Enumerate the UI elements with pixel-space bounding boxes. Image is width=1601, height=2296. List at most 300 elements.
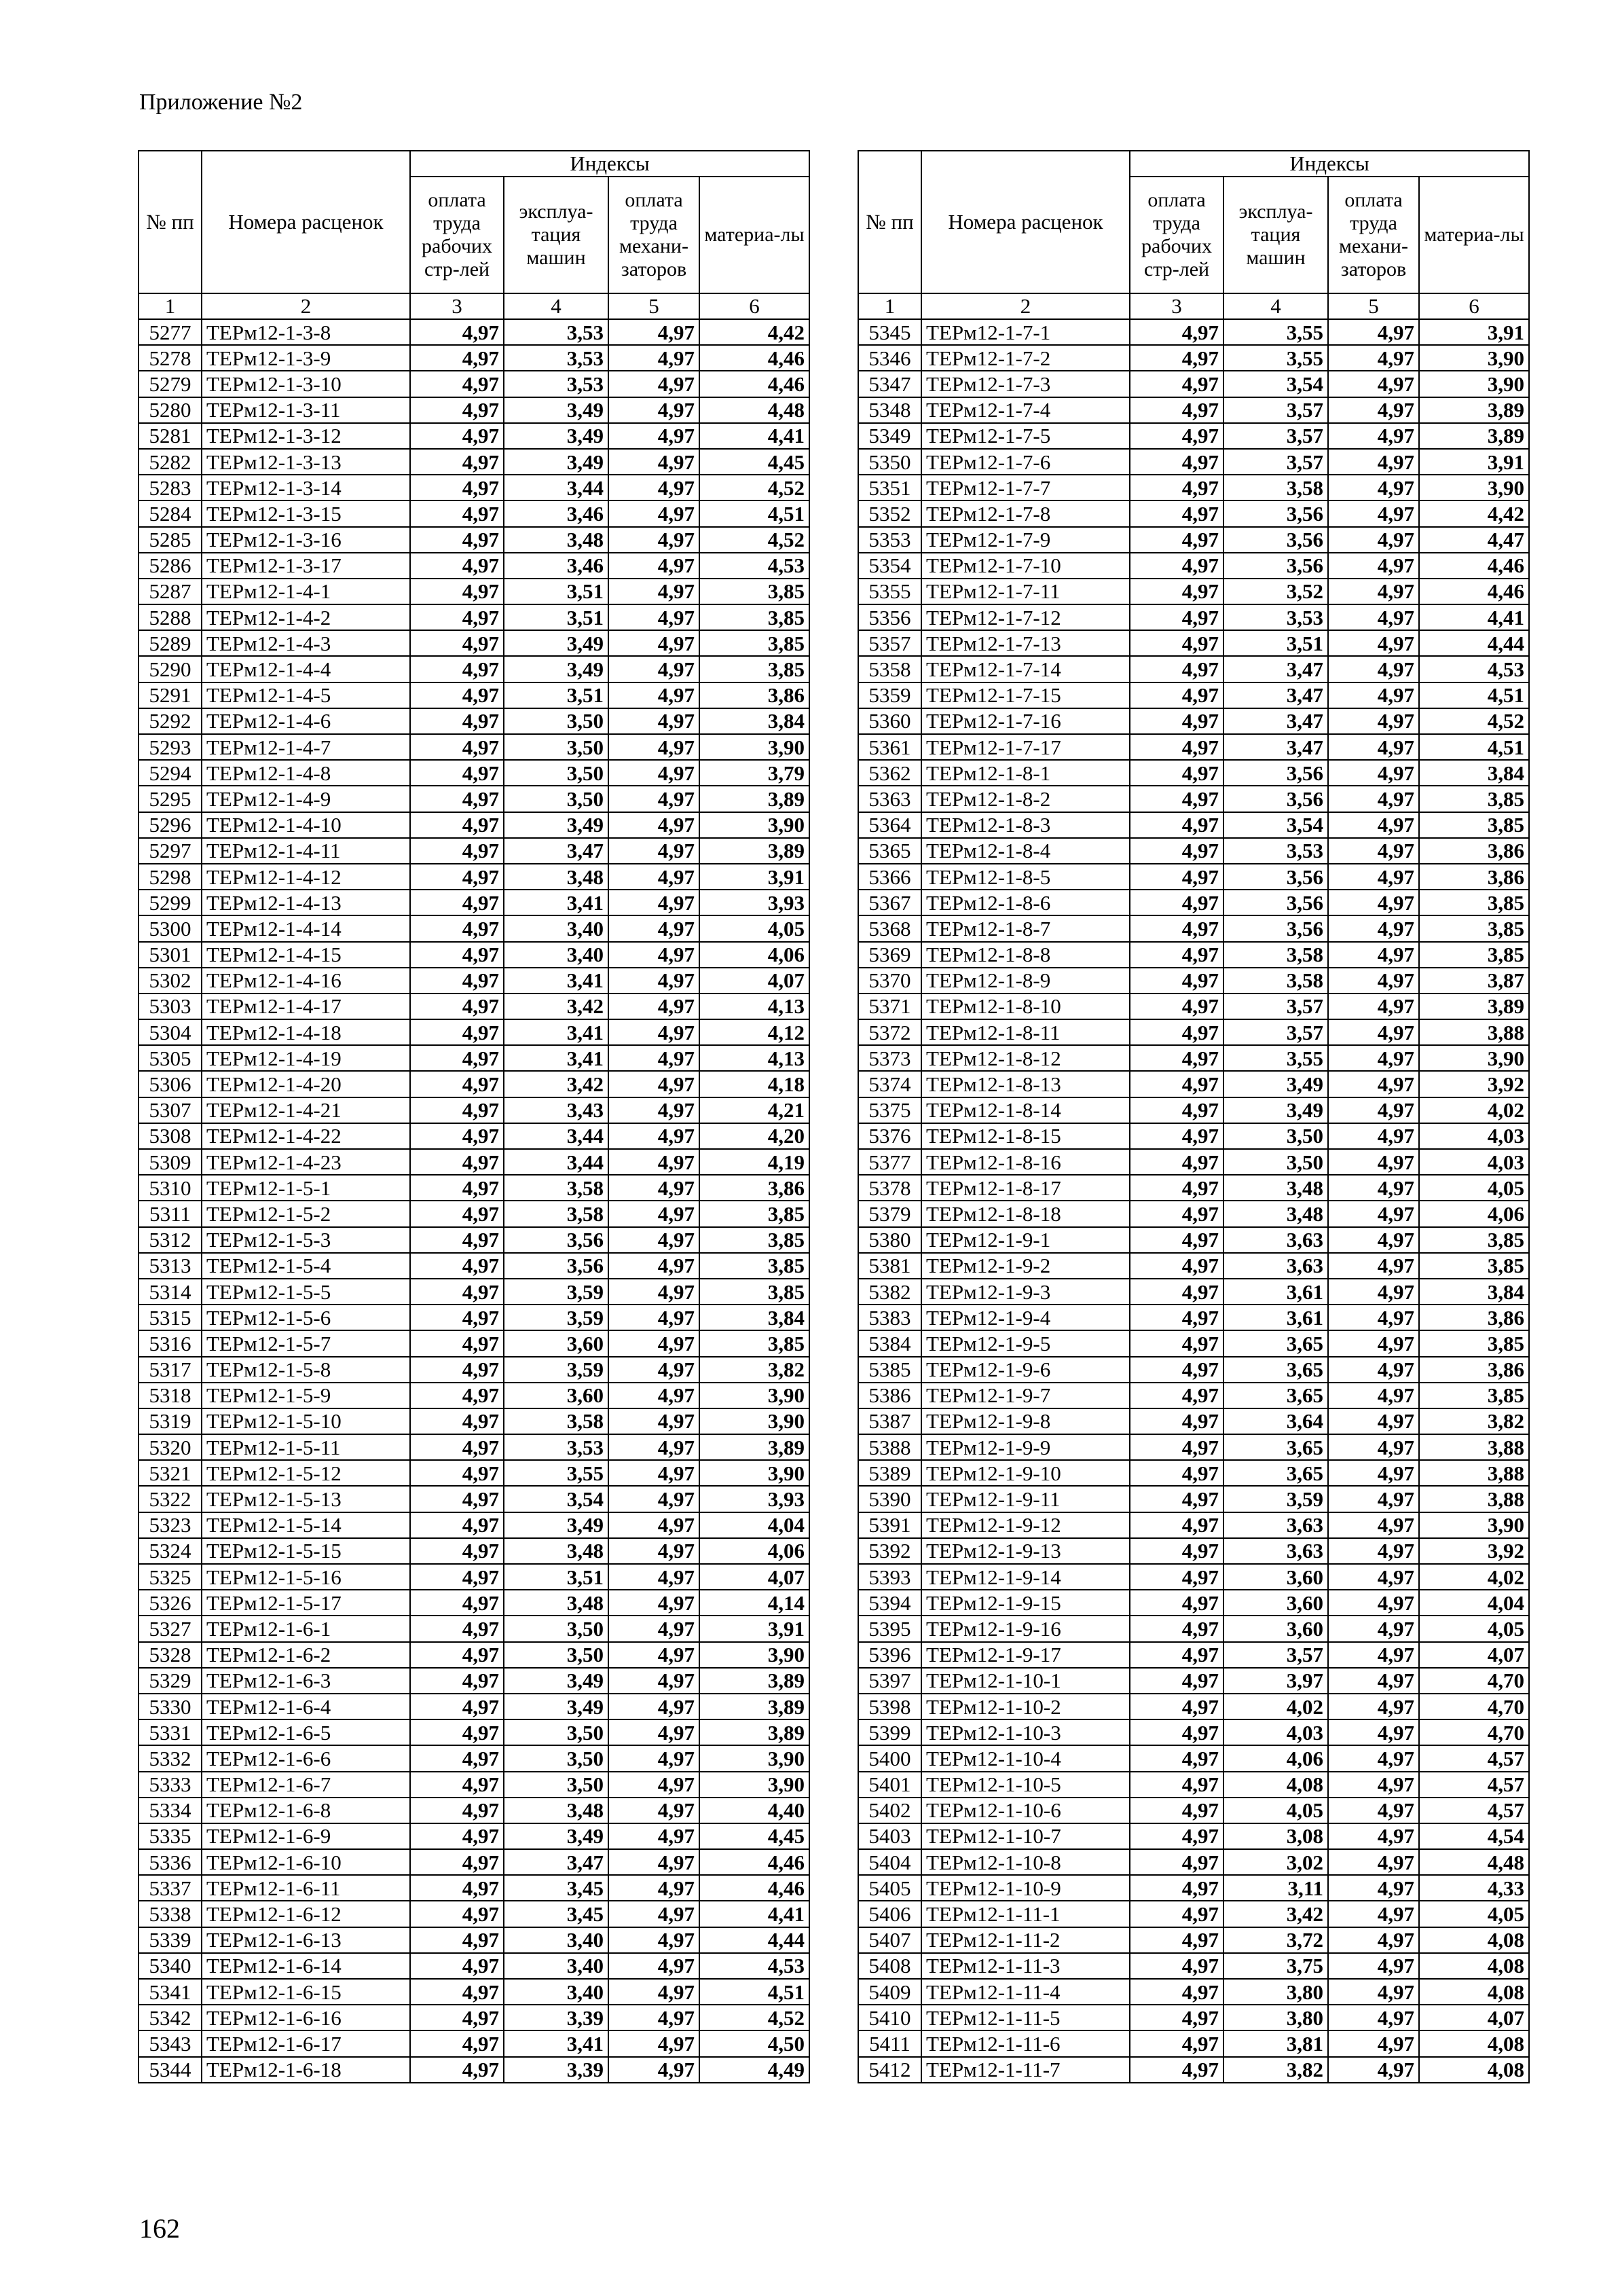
- row-number-cell: 5311: [139, 1201, 202, 1226]
- machine-index-cell: 3,60: [504, 1383, 608, 1408]
- labor-index-cell: 4,97: [410, 1123, 504, 1149]
- operator-index-cell: 4,97: [1328, 475, 1419, 500]
- rate-code-cell: ТЕРм12-1-7-3: [921, 371, 1130, 397]
- materials-index-cell: 3,88: [1419, 1486, 1529, 1512]
- rate-code-cell: ТЕРм12-1-5-15: [202, 1538, 410, 1564]
- rate-code-cell: ТЕРм12-1-4-5: [202, 682, 410, 708]
- machine-index-cell: 3,40: [504, 1953, 608, 1979]
- row-number-cell: 5357: [858, 630, 921, 656]
- rate-code-cell: ТЕРм12-1-7-16: [921, 708, 1130, 734]
- machine-index-cell: 3,63: [1223, 1538, 1328, 1564]
- operator-index-cell: 4,97: [608, 1305, 699, 1330]
- materials-index-cell: 4,52: [699, 527, 809, 553]
- rate-code-cell: ТЕРм12-1-11-7: [921, 2057, 1130, 2083]
- operator-index-cell: 4,97: [608, 1279, 699, 1305]
- labor-index-cell: 4,97: [410, 1953, 504, 1979]
- labor-index-cell: 4,97: [1130, 1071, 1223, 1097]
- operator-index-cell: 4,97: [1328, 553, 1419, 579]
- machine-index-cell: 3,50: [504, 760, 608, 786]
- materials-index-cell: 4,08: [1419, 2030, 1529, 2056]
- rate-code-cell: ТЕРм12-1-4-1: [202, 579, 410, 604]
- table-row: [858, 1201, 1529, 1226]
- row-number-cell: 5308: [139, 1123, 202, 1149]
- row-number-cell: 5286: [139, 553, 202, 579]
- machine-index-cell: 3,58: [504, 1201, 608, 1226]
- operator-index-cell: 4,97: [1328, 786, 1419, 812]
- row-number-cell: 5359: [858, 682, 921, 708]
- row-number-cell: 5323: [139, 1512, 202, 1538]
- row-number-cell: 5410: [858, 2005, 921, 2030]
- labor-index-cell: 4,97: [410, 1175, 504, 1201]
- row-number-cell: 5394: [858, 1590, 921, 1616]
- machine-index-cell: 3,43: [504, 1097, 608, 1123]
- labor-index-cell: 4,97: [410, 1512, 504, 1538]
- materials-index-cell: 3,91: [1419, 449, 1529, 475]
- rate-code-cell: ТЕРм12-1-3-15: [202, 500, 410, 526]
- operator-index-cell: 4,97: [1328, 1149, 1419, 1175]
- table-row: [858, 475, 1529, 500]
- operator-index-cell: 4,97: [1328, 2030, 1419, 2056]
- row-number-cell: 5297: [139, 838, 202, 864]
- index-table-right: [858, 150, 1530, 2083]
- operator-index-cell: 4,97: [1328, 1123, 1419, 1149]
- rate-code-cell: ТЕРм12-1-4-17: [202, 994, 410, 1019]
- table-row: [139, 1357, 809, 1383]
- machine-index-cell: 3,46: [504, 553, 608, 579]
- machine-index-cell: 3,54: [504, 1486, 608, 1512]
- table-row: [858, 1719, 1529, 1745]
- rate-code-cell: ТЕРм12-1-10-5: [921, 1772, 1130, 1798]
- rate-code-cell: ТЕРм12-1-10-4: [921, 1745, 1130, 1771]
- table-row: [858, 1330, 1529, 1356]
- machine-index-cell: 3,53: [504, 345, 608, 371]
- operator-index-cell: 4,97: [608, 812, 699, 838]
- rate-code-cell: ТЕРм12-1-10-9: [921, 1875, 1130, 1901]
- operator-index-cell: 4,97: [608, 319, 699, 345]
- labor-index-cell: 4,97: [1130, 1097, 1223, 1123]
- materials-index-cell: 4,06: [1419, 1201, 1529, 1226]
- materials-index-cell: 4,41: [699, 423, 809, 449]
- operator-index-cell: 4,97: [1328, 1071, 1419, 1097]
- labor-index-cell: 4,97: [410, 423, 504, 449]
- machine-index-cell: 3,45: [504, 1875, 608, 1901]
- row-number-cell: 5291: [139, 682, 202, 708]
- operator-index-cell: 4,97: [608, 1123, 699, 1149]
- row-number-cell: 5369: [858, 942, 921, 968]
- table-row: [858, 449, 1529, 475]
- table-row: [139, 1772, 809, 1798]
- rate-code-cell: ТЕРм12-1-5-5: [202, 1279, 410, 1305]
- row-number-cell: 5315: [139, 1305, 202, 1330]
- machine-index-cell: 3,50: [504, 708, 608, 734]
- row-number-cell: 5376: [858, 1123, 921, 1149]
- table-row: [139, 682, 809, 708]
- table-row: [858, 1901, 1529, 1927]
- materials-index-cell: 4,07: [699, 1564, 809, 1590]
- rate-code-cell: ТЕРм12-1-9-7: [921, 1383, 1130, 1408]
- machine-index-cell: 3,50: [1223, 1123, 1328, 1149]
- labor-index-cell: 4,97: [1130, 1123, 1223, 1149]
- materials-index-cell: 4,51: [699, 1979, 809, 2005]
- machine-index-cell: 3,51: [504, 604, 608, 630]
- materials-index-cell: 3,90: [1419, 1512, 1529, 1538]
- labor-index-cell: 4,97: [1130, 1330, 1223, 1356]
- table-row: [858, 500, 1529, 526]
- operator-index-cell: 4,97: [1328, 1745, 1419, 1771]
- materials-index-cell: 4,52: [699, 2005, 809, 2030]
- operator-index-cell: 4,97: [1328, 1434, 1419, 1460]
- table-row: [858, 1408, 1529, 1434]
- operator-index-cell: 4,97: [608, 1512, 699, 1538]
- rate-code-cell: ТЕРм12-1-4-6: [202, 708, 410, 734]
- table-body-left: [139, 319, 809, 2083]
- table-row: [858, 1694, 1529, 1719]
- col-code-header: Номера расценок: [202, 151, 410, 293]
- operator-index-cell: 4,97: [1328, 345, 1419, 371]
- operator-index-cell: 4,97: [1328, 423, 1419, 449]
- operator-index-cell: 4,97: [608, 1745, 699, 1771]
- labor-index-cell: 4,97: [410, 942, 504, 968]
- rate-code-cell: ТЕРм12-1-8-5: [921, 864, 1130, 890]
- materials-index-cell: 4,53: [1419, 656, 1529, 682]
- labor-index-cell: 4,97: [1130, 1434, 1223, 1460]
- materials-index-cell: 3,89: [699, 1434, 809, 1460]
- labor-index-cell: 4,97: [410, 1616, 504, 1641]
- labor-index-cell: 4,97: [410, 449, 504, 475]
- rate-code-cell: ТЕРм12-1-3-17: [202, 553, 410, 579]
- operator-index-cell: 4,97: [1328, 1901, 1419, 1927]
- operator-index-cell: 4,97: [1328, 1875, 1419, 1901]
- table-row: [858, 994, 1529, 1019]
- materials-index-cell: 3,84: [1419, 1279, 1529, 1305]
- row-number-cell: 5360: [858, 708, 921, 734]
- row-number-cell: 5362: [858, 760, 921, 786]
- machine-index-cell: 3,80: [1223, 1979, 1328, 2005]
- rate-code-cell: ТЕРм12-1-11-5: [921, 2005, 1130, 2030]
- operator-index-cell: 4,97: [1328, 1979, 1419, 2005]
- operator-index-cell: 4,97: [1328, 994, 1419, 1019]
- labor-index-cell: 4,97: [410, 371, 504, 397]
- labor-index-cell: 4,97: [410, 994, 504, 1019]
- machine-index-cell: 3,48: [504, 864, 608, 890]
- row-number-cell: 5400: [858, 1745, 921, 1771]
- labor-index-cell: 4,97: [1130, 708, 1223, 734]
- row-number-cell: 5346: [858, 345, 921, 371]
- row-number-cell: 5328: [139, 1642, 202, 1668]
- materials-index-cell: 3,85: [1419, 1330, 1529, 1356]
- table-row: [858, 371, 1529, 397]
- machine-index-cell: 3,56: [1223, 890, 1328, 915]
- rate-code-cell: ТЕРм12-1-4-10: [202, 812, 410, 838]
- operator-index-cell: 4,97: [1328, 449, 1419, 475]
- rate-code-cell: ТЕРм12-1-6-15: [202, 1979, 410, 2005]
- labor-index-cell: 4,97: [410, 812, 504, 838]
- operator-index-cell: 4,97: [608, 968, 699, 994]
- materials-index-cell: 4,47: [1419, 527, 1529, 553]
- machine-index-cell: 3,61: [1223, 1305, 1328, 1330]
- operator-index-cell: 4,97: [1328, 890, 1419, 915]
- machine-index-cell: 3,53: [504, 1434, 608, 1460]
- row-number-cell: 5386: [858, 1383, 921, 1408]
- materials-index-cell: 3,89: [1419, 423, 1529, 449]
- labor-index-cell: 4,97: [1130, 1019, 1223, 1045]
- operator-index-cell: 4,97: [1328, 630, 1419, 656]
- labor-index-cell: 4,97: [410, 1201, 504, 1226]
- table-row: [139, 1279, 809, 1305]
- rate-code-cell: ТЕРм12-1-7-10: [921, 553, 1130, 579]
- rate-code-cell: ТЕРм12-1-6-17: [202, 2030, 410, 2056]
- table-row: [858, 1019, 1529, 1045]
- row-number-cell: 5401: [858, 1772, 921, 1798]
- table-row: [139, 1953, 809, 1979]
- row-number-cell: 5377: [858, 1149, 921, 1175]
- materials-index-cell: 4,21: [699, 1097, 809, 1123]
- materials-index-cell: 4,57: [1419, 1772, 1529, 1798]
- labor-index-cell: 4,97: [1130, 345, 1223, 371]
- rate-code-cell: ТЕРм12-1-4-22: [202, 1123, 410, 1149]
- materials-index-cell: 3,82: [1419, 1408, 1529, 1434]
- table-row: [139, 1642, 809, 1668]
- operator-index-cell: 4,97: [608, 1979, 699, 2005]
- materials-index-cell: 4,08: [1419, 1927, 1529, 1953]
- rate-code-cell: ТЕРм12-1-10-7: [921, 1823, 1130, 1849]
- materials-index-cell: 4,05: [1419, 1901, 1529, 1927]
- rate-code-cell: ТЕРм12-1-8-16: [921, 1149, 1130, 1175]
- rate-code-cell: ТЕРм12-1-9-6: [921, 1357, 1130, 1383]
- materials-index-cell: 3,86: [699, 1175, 809, 1201]
- operator-index-cell: 4,97: [608, 2057, 699, 2083]
- table-row: [139, 734, 809, 760]
- row-number-cell: 5408: [858, 1953, 921, 1979]
- rate-code-cell: ТЕРм12-1-4-8: [202, 760, 410, 786]
- machine-index-cell: 3,75: [1223, 1953, 1328, 1979]
- rate-code-cell: ТЕРм12-1-8-11: [921, 1019, 1130, 1045]
- row-number-cell: 5381: [858, 1253, 921, 1279]
- operator-index-cell: 4,97: [1328, 579, 1419, 604]
- rate-code-cell: ТЕРм12-1-6-9: [202, 1823, 410, 1849]
- labor-index-cell: 4,97: [1130, 1745, 1223, 1771]
- table-row: [139, 1719, 809, 1745]
- materials-index-cell: 3,93: [699, 890, 809, 915]
- operator-index-cell: 4,97: [608, 1383, 699, 1408]
- table-row: [139, 475, 809, 500]
- machine-index-cell: 3,49: [504, 656, 608, 682]
- table-row: [139, 812, 809, 838]
- machine-index-cell: 3,46: [504, 500, 608, 526]
- rate-code-cell: ТЕРм12-1-6-2: [202, 1642, 410, 1668]
- machine-index-cell: 3,56: [1223, 500, 1328, 526]
- machine-index-cell: 3,50: [504, 1642, 608, 1668]
- operator-index-cell: 4,97: [1328, 1330, 1419, 1356]
- col-materials-header: материа-лы: [1419, 177, 1529, 293]
- materials-index-cell: 4,04: [1419, 1590, 1529, 1616]
- rate-code-cell: ТЕРм12-1-10-3: [921, 1719, 1130, 1745]
- row-number-cell: 5402: [858, 1798, 921, 1823]
- table-row: [858, 1798, 1529, 1823]
- table-row: [858, 1227, 1529, 1253]
- table-row: [858, 1253, 1529, 1279]
- operator-index-cell: 4,97: [1328, 2057, 1419, 2083]
- rate-code-cell: ТЕРм12-1-6-10: [202, 1849, 410, 1875]
- rate-code-cell: ТЕРм12-1-4-15: [202, 942, 410, 968]
- col-number-4: 4: [1223, 293, 1328, 319]
- rate-code-cell: ТЕРм12-1-6-13: [202, 1927, 410, 1953]
- operator-index-cell: 4,97: [1328, 500, 1419, 526]
- labor-index-cell: 4,97: [410, 968, 504, 994]
- labor-index-cell: 4,97: [1130, 1642, 1223, 1668]
- table-row: [139, 423, 809, 449]
- table-row: [139, 527, 809, 553]
- operator-index-cell: 4,97: [608, 604, 699, 630]
- rate-code-cell: ТЕРм12-1-8-14: [921, 1097, 1130, 1123]
- row-number-cell: 5404: [858, 1849, 921, 1875]
- table-row: [858, 527, 1529, 553]
- labor-index-cell: 4,97: [410, 579, 504, 604]
- operator-index-cell: 4,97: [1328, 656, 1419, 682]
- table-row: [139, 1149, 809, 1175]
- materials-index-cell: 3,88: [1419, 1019, 1529, 1045]
- materials-index-cell: 4,04: [699, 1512, 809, 1538]
- materials-index-cell: 3,85: [1419, 786, 1529, 812]
- table-row: [858, 1045, 1529, 1071]
- materials-index-cell: 4,08: [1419, 2057, 1529, 2083]
- rate-code-cell: ТЕРм12-1-5-11: [202, 1434, 410, 1460]
- rate-code-cell: ТЕРм12-1-7-15: [921, 682, 1130, 708]
- table-row: [139, 1123, 809, 1149]
- row-number-cell: 5387: [858, 1408, 921, 1434]
- labor-index-cell: 4,97: [1130, 1901, 1223, 1927]
- rate-code-cell: ТЕРм12-1-10-6: [921, 1798, 1130, 1823]
- table-row: [858, 1590, 1529, 1616]
- operator-index-cell: 4,97: [1328, 319, 1419, 345]
- labor-index-cell: 4,97: [410, 1668, 504, 1694]
- materials-index-cell: 4,44: [1419, 630, 1529, 656]
- table-row: [139, 864, 809, 890]
- col-operators-header: оплата труда механи-заторов: [608, 177, 699, 293]
- operator-index-cell: 4,97: [1328, 1590, 1419, 1616]
- materials-index-cell: 4,02: [1419, 1097, 1529, 1123]
- materials-index-cell: 4,44: [699, 1927, 809, 1953]
- materials-index-cell: 4,20: [699, 1123, 809, 1149]
- labor-index-cell: 4,97: [410, 1071, 504, 1097]
- labor-index-cell: 4,97: [410, 553, 504, 579]
- operator-index-cell: 4,97: [1328, 1227, 1419, 1253]
- table-row: [139, 371, 809, 397]
- row-number-cell: 5363: [858, 786, 921, 812]
- rate-code-cell: ТЕРм12-1-3-16: [202, 527, 410, 553]
- labor-index-cell: 4,97: [410, 1719, 504, 1745]
- machine-index-cell: 3,40: [504, 1979, 608, 2005]
- labor-index-cell: 4,97: [410, 786, 504, 812]
- operator-index-cell: 4,97: [608, 1953, 699, 1979]
- row-number-cell: 5397: [858, 1668, 921, 1694]
- machine-index-cell: 3,57: [1223, 1019, 1328, 1045]
- labor-index-cell: 4,97: [410, 1590, 504, 1616]
- machine-index-cell: 3,55: [504, 1460, 608, 1486]
- operator-index-cell: 4,97: [1328, 1616, 1419, 1641]
- materials-index-cell: 4,07: [699, 968, 809, 994]
- operator-index-cell: 4,97: [1328, 2005, 1419, 2030]
- labor-index-cell: 4,97: [1130, 397, 1223, 423]
- operator-index-cell: 4,97: [608, 1201, 699, 1226]
- rate-code-cell: ТЕРм12-1-4-12: [202, 864, 410, 890]
- labor-index-cell: 4,97: [1130, 1719, 1223, 1745]
- materials-index-cell: 4,48: [699, 397, 809, 423]
- operator-index-cell: 4,97: [608, 1357, 699, 1383]
- row-number-cell: 5284: [139, 500, 202, 526]
- operator-index-cell: 4,97: [1328, 604, 1419, 630]
- machine-index-cell: 3,56: [1223, 527, 1328, 553]
- table-row: [139, 968, 809, 994]
- table-row: [858, 1668, 1529, 1694]
- table-row: [858, 2005, 1529, 2030]
- row-number-cell: 5303: [139, 994, 202, 1019]
- materials-index-cell: 4,54: [1419, 1823, 1529, 1849]
- col-number-5: 5: [1328, 293, 1419, 319]
- labor-index-cell: 4,97: [410, 1097, 504, 1123]
- row-number-cell: 5372: [858, 1019, 921, 1045]
- operator-index-cell: 4,97: [1328, 1460, 1419, 1486]
- machine-index-cell: 3,97: [1223, 1668, 1328, 1694]
- row-number-cell: 5392: [858, 1538, 921, 1564]
- machine-index-cell: 3,08: [1223, 1823, 1328, 1849]
- machine-index-cell: 3,42: [1223, 1901, 1328, 1927]
- rate-code-cell: ТЕРм12-1-8-12: [921, 1045, 1130, 1071]
- table-row: [858, 1097, 1529, 1123]
- labor-index-cell: 4,97: [1130, 1486, 1223, 1512]
- labor-index-cell: 4,97: [1130, 1227, 1223, 1253]
- rate-code-cell: ТЕРм12-1-9-9: [921, 1434, 1130, 1460]
- rate-code-cell: ТЕРм12-1-9-15: [921, 1590, 1130, 1616]
- machine-index-cell: 3,56: [504, 1253, 608, 1279]
- row-number-cell: 5380: [858, 1227, 921, 1253]
- table-row: [858, 1305, 1529, 1330]
- machine-index-cell: 3,49: [504, 1668, 608, 1694]
- materials-index-cell: 3,86: [699, 682, 809, 708]
- operator-index-cell: 4,97: [608, 1486, 699, 1512]
- materials-index-cell: 4,08: [1419, 1953, 1529, 1979]
- operator-index-cell: 4,97: [608, 760, 699, 786]
- materials-index-cell: 3,93: [699, 1486, 809, 1512]
- row-number-cell: 5345: [858, 319, 921, 345]
- indices-group-header: Индексы: [410, 151, 809, 177]
- labor-index-cell: 4,97: [410, 1357, 504, 1383]
- materials-index-cell: 4,40: [699, 1798, 809, 1823]
- machine-index-cell: 3,49: [504, 397, 608, 423]
- table-row: [139, 708, 809, 734]
- row-number-cell: 5366: [858, 864, 921, 890]
- materials-index-cell: 3,89: [699, 1694, 809, 1719]
- labor-index-cell: 4,97: [410, 604, 504, 630]
- table-row: [139, 915, 809, 941]
- row-number-cell: 5406: [858, 1901, 921, 1927]
- machine-index-cell: 3,65: [1223, 1434, 1328, 1460]
- operator-index-cell: 4,97: [1328, 864, 1419, 890]
- row-number-cell: 5347: [858, 371, 921, 397]
- rate-code-cell: ТЕРм12-1-8-6: [921, 890, 1130, 915]
- operator-index-cell: 4,97: [1328, 1849, 1419, 1875]
- operator-index-cell: 4,97: [1328, 760, 1419, 786]
- machine-index-cell: 3,60: [1223, 1590, 1328, 1616]
- row-number-cell: 5382: [858, 1279, 921, 1305]
- row-number-cell: 5409: [858, 1979, 921, 2005]
- rate-code-cell: ТЕРм12-1-8-13: [921, 1071, 1130, 1097]
- labor-index-cell: 4,97: [1130, 1564, 1223, 1590]
- table-body-right: [858, 319, 1529, 2083]
- machine-index-cell: 3,41: [504, 890, 608, 915]
- row-number-cell: 5327: [139, 1616, 202, 1641]
- rate-code-cell: ТЕРм12-1-8-8: [921, 942, 1130, 968]
